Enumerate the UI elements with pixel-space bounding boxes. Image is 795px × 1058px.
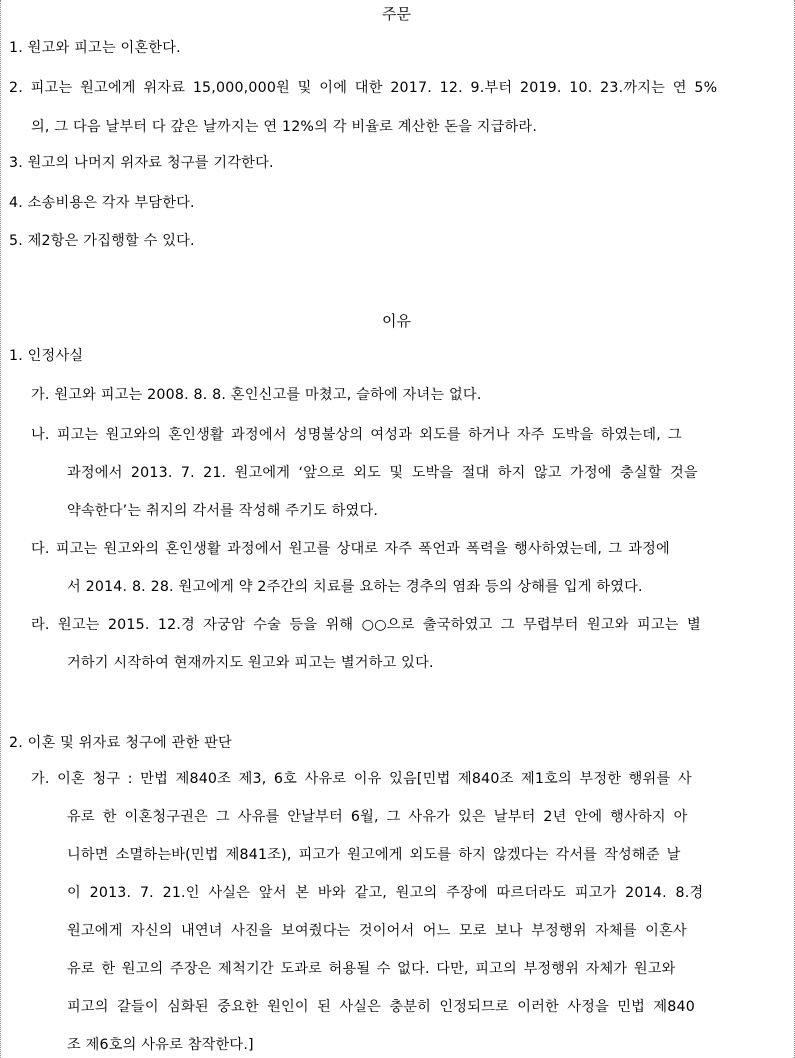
order-item-1: 1. 원고와 피고는 이혼한다. — [9, 40, 181, 56]
section1-heading: 1. 인정사실 — [9, 348, 84, 364]
section2-line: 유로 한 원고의 주장은 제척기간 도과로 허용될 수 없다. 다만, 피고의 부정행위 자체가 원고와 — [67, 961, 676, 977]
order-title: 주문 — [382, 5, 411, 23]
order-item-3: 3. 원고의 나머지 위자료 청구를 기각한다. — [9, 155, 274, 171]
section1-line: 서 2014. 8. 28. 원고에게 약 2주간의 치료를 요하는 경추의 염좌 등의 상해를 입게 하였다. — [67, 579, 643, 595]
section2-line: 피고의 갈들이 심화된 중요한 원인이 된 사실은 충분히 인정되므로 이러한 사정을 민법 제840 — [67, 999, 695, 1015]
section1-line: 다. 피고는 원고와의 혼인생활 과정에서 원고를 상대로 자주 폭언과 폭력을 행사하였는데, 그 과정에 — [31, 541, 670, 557]
order-item-2-line-1 — [9, 78, 786, 98]
section1-line: 가. 원고와 피고는 2008. 8. 8. 혼인신고를 마쳤고, 슬하에 자녀는 없다. — [31, 387, 482, 403]
section2-line: 가. 이혼 청구 : 만법 제840조 제3, 6호 사유로 이유 있음[민법 제840조 제1호의 부정한 행위를 사 — [31, 771, 692, 787]
order-item-4: 4. 소송비용은 각자 부담한다. — [9, 195, 195, 211]
section1-line: 라. 원고는 2015. 12.경 자궁암 수술 등을 위해 ○○으로 출국하였고 그 무렵부터 원고와 피고는 별 — [31, 617, 701, 633]
section1-line: 거하기 시작하여 현재까지도 원고와 피고는 별거하고 있다. — [67, 655, 434, 671]
section2-line: 이 2013. 7. 21.인 사실은 앞서 본 바와 같고, 원고의 주장에 따르더라도 피고가 2014. 8.경 — [67, 885, 704, 901]
order-item-2-line-2: 의, 그 다음 날부터 다 갚은 날까지는 연 12%의 각 비율로 계산한 돈을 지급하라. — [31, 119, 538, 135]
order-item-5: 5. 제2항은 가집행할 수 있다. — [9, 233, 195, 249]
section2-line: 니하면 소멸하는바(민법 제841조), 피고가 원고에게 외도를 하지 않겠다는 각서를 작성해준 날 — [67, 847, 681, 863]
section2-heading: 2. 이혼 및 위자료 청구에 관한 판단 — [9, 735, 232, 751]
order-item-2-text: 2. 피고는 원고에게 위자료 15,000,000원 및 이에 대한 2017. 12. 9.부터 2019. 10. 23.까지는 연 5% — [9, 80, 718, 96]
section1-line: 약속한다’는 취지의 각서를 작성해 주기도 하였다. — [67, 503, 379, 519]
section1-line: 과정에서 2013. 7. 21. 원고에게 ‘앞으로 외도 및 도박을 절대 하지 않고 가정에 충실할 것을 — [67, 465, 698, 481]
section2-line: 조 제6호의 사유로 참작한다.] — [67, 1037, 254, 1053]
section2-line: 원고에게 자신의 내연녀 사진을 보여줬다는 것이어서 어느 모로 보나 부정행위 자체를 이혼사 — [67, 923, 687, 939]
section1-line: 나. 피고는 원고와의 혼인생활 과정에서 성명불상의 여성과 외도를 하거나 자주 도박을 하였는데, 그 — [31, 427, 682, 443]
section2-line: 유로 한 이혼청구권은 그 사유를 안날부터 6월, 그 사유가 있은 날부터 2년 안에 행사하지 아 — [67, 809, 688, 825]
reasons-title: 이유 — [382, 312, 411, 330]
